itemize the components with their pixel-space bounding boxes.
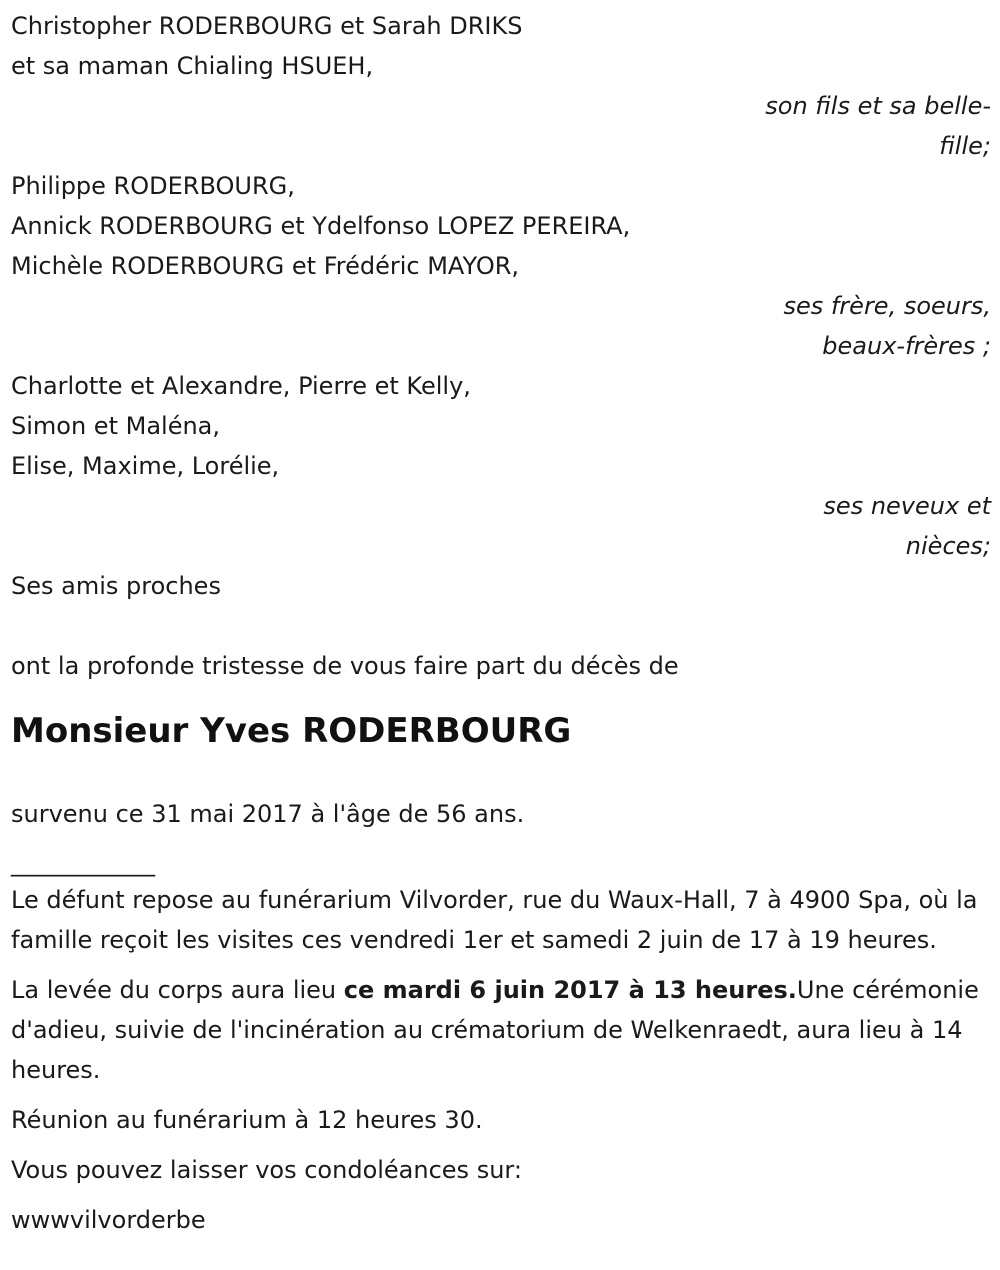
spacer [11,756,991,794]
levee-prefix: La levée du corps aura lieu [11,976,344,1004]
levee-paragraph [11,970,991,1090]
spacer [11,1090,991,1100]
deceased-name: Monsieur Yves RODERBOURG [11,711,572,751]
family-role: ses neveux et [823,492,991,520]
spacer [11,960,991,970]
friends-line: Ses amis proches [11,572,221,600]
website-link[interactable]: wwwvilvorderbe [11,1206,206,1234]
spacer [11,686,991,706]
spacer [11,1140,991,1150]
family-group-nephews [11,366,991,566]
condoleances-line: Vous pouvez laisser vos condoléances sur: [11,1156,522,1184]
obituary-document [11,6,991,1240]
levee-suffix: Une cérémonie d'adieu, suivie de l'incinération au crématorium de Welkenraedt, aura lieu à 14 heures. [11,976,979,1084]
family-role: fille; [939,132,991,160]
family-line: Simon et Maléna, [11,412,221,440]
family-line: Annick RODERBOURG et Ydelfonso LOPEZ PEREIRA, [11,212,631,240]
family-line: Philippe RODERBOURG, [11,172,295,200]
family-group-children [11,6,991,166]
levee-date: ce mardi 6 juin 2017 à 13 heures. [343,976,797,1004]
family-role: beaux-frères ; [822,332,991,360]
family-role: ses frère, soeurs, [783,292,991,320]
family-line: Charlotte et Alexandre, Pierre et Kelly, [11,372,471,400]
family-line: Christopher RODERBOURG et Sarah DRIKS [11,12,523,40]
spacer [11,834,991,846]
spacer [11,606,991,646]
death-info: survenu ce 31 mai 2017 à l'âge de 56 ans. [11,800,525,828]
family-role: nièces; [905,532,991,560]
family-line: Elise, Maxime, Lorélie, [11,452,280,480]
family-line: Michèle RODERBOURG et Frédéric MAYOR, [11,252,520,280]
family-group-siblings [11,166,991,366]
announcement: ont la profonde tristesse de vous faire part du décès de [11,652,679,680]
separator-line: ____________ [11,849,155,877]
spacer [11,1190,991,1200]
family-line: et sa maman Chialing HSUEH, [11,52,374,80]
family-role: son fils et sa belle- [765,92,991,120]
repose-paragraph: Le défunt repose au funérarium Vilvorder, rue du Waux-Hall, 7 à 4900 Spa, où la famille reçoit les visites ces vendredi 1er et samedi 2 juin de 17 à 19 heures. [11,886,978,954]
reunion-line: Réunion au funérarium à 12 heures 30. [11,1106,483,1134]
